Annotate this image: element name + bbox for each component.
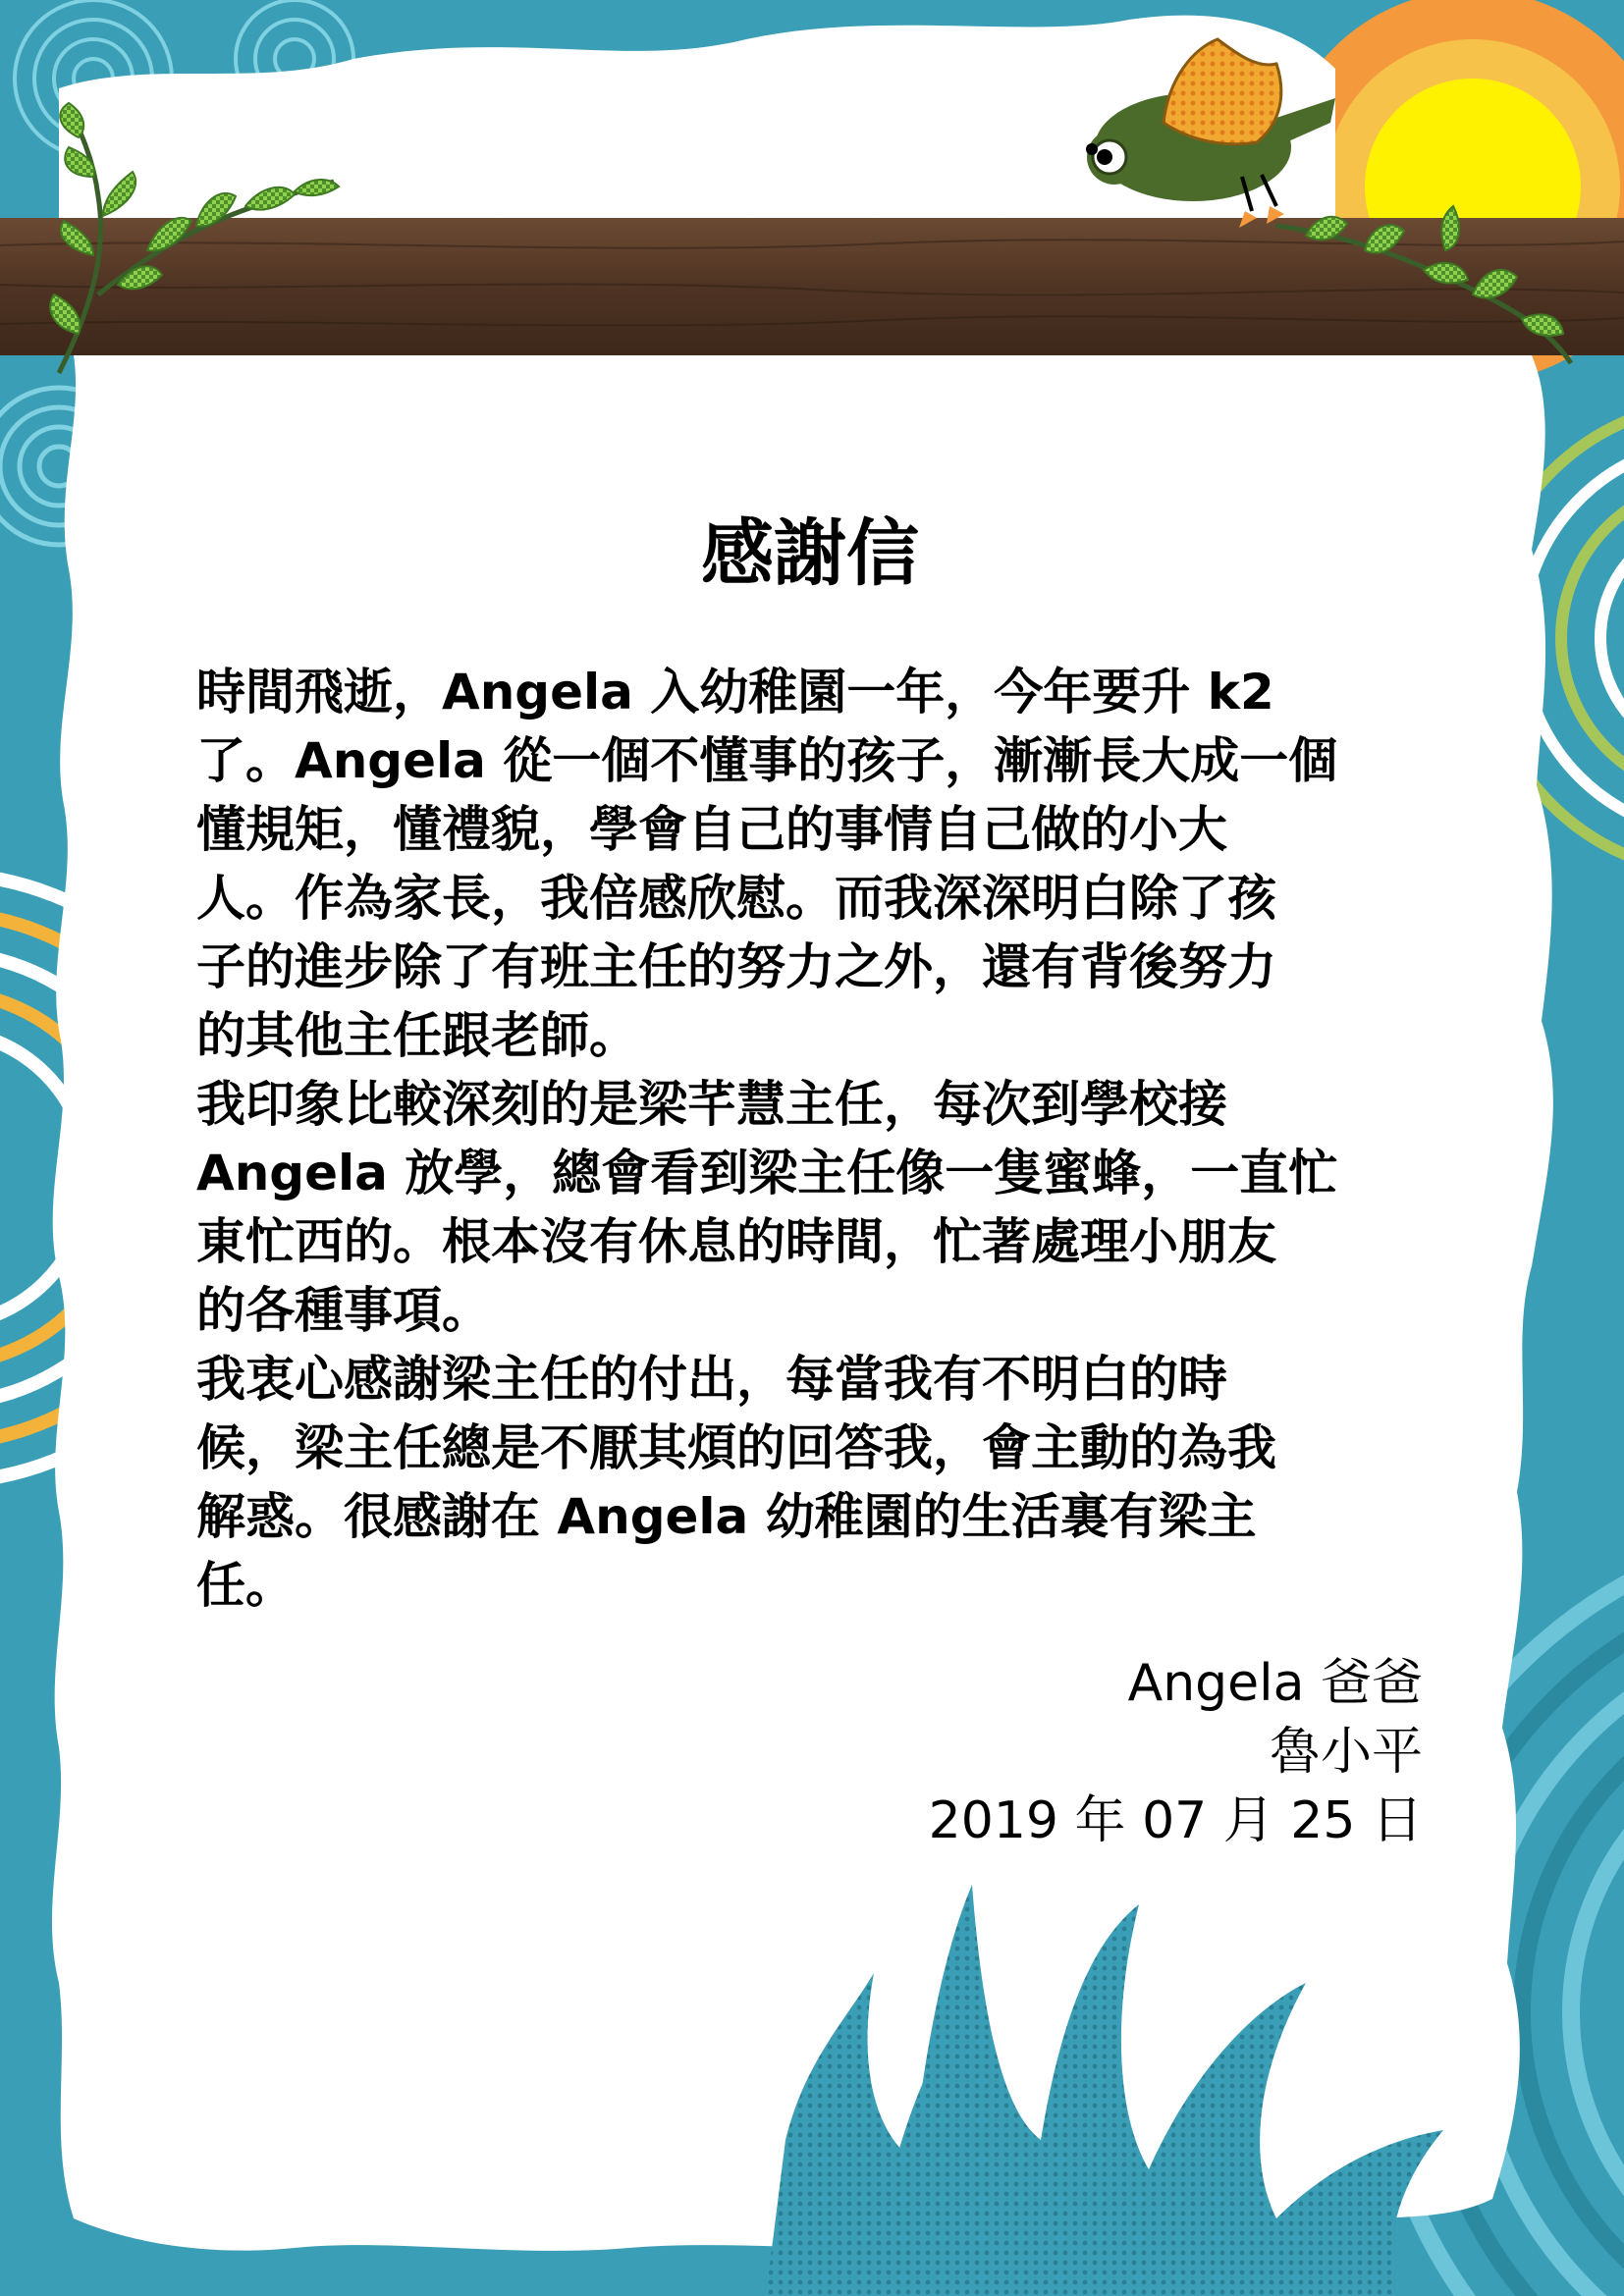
letter-line: Angela 放學，總會看到梁主任像一隻蜜蜂，一直忙: [196, 1145, 1338, 1201]
letter-line: 懂規矩，懂禮貌，學會自己的事情自己做的小大: [196, 801, 1227, 858]
letter-line: 候，梁主任總是不厭其煩的回答我，會主動的為我: [196, 1419, 1276, 1476]
letter-line: 的其他主任跟老師。: [196, 1007, 638, 1064]
letter-line: 子的進步除了有班主任的努力之外，還有背後努力: [196, 938, 1276, 995]
letter-line: 解惑。很感謝在 Angela 幼稚園的生活裏有梁主: [196, 1488, 1257, 1545]
letter-title: 感謝信: [701, 511, 919, 596]
letter-line: 時間飛逝，Angela 入幼稚園一年，今年要升 k2: [196, 664, 1274, 721]
signature-date: 2019 年 07 月 25 日: [928, 1791, 1423, 1850]
signature-name: 魯小平: [1269, 1723, 1423, 1782]
signature-block: [929, 1649, 1423, 1855]
letter-line: 我衷心感謝梁主任的付出，每當我有不明白的時: [196, 1351, 1227, 1408]
letter-line: 人。作為家長，我倍感欣慰。而我深深明白除了孩: [196, 870, 1276, 927]
letter-line: 的各種事項。: [196, 1282, 491, 1339]
letter-line: 任。: [196, 1557, 295, 1614]
letter-line: 了。Angela 從一個不懂事的孩子，漸漸長大成一個: [196, 732, 1338, 789]
signature-sender: Angela 爸爸: [1127, 1654, 1423, 1713]
letter-line: 我印象比較深刻的是梁芊慧主任，每次到學校接: [196, 1076, 1227, 1133]
letter-line: 東忙西的。根本沒有休息的時間，忙著處理小朋友: [196, 1213, 1276, 1270]
letter-body: [196, 658, 1443, 1620]
